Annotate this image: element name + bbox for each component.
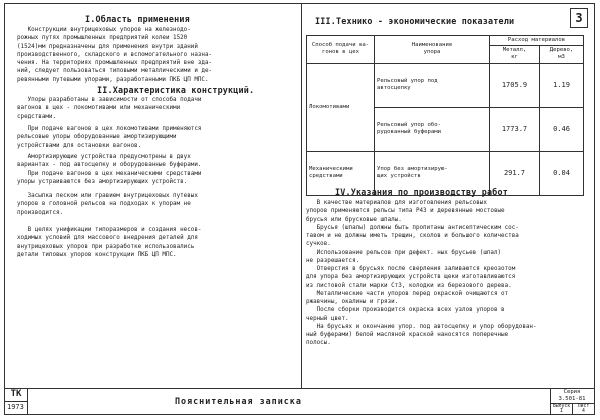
text-line: Амортизирующие устройства предусмотрены в двух	[17, 154, 191, 160]
text-line: На брусьях и окончание упор. под автосцепку и упор оборудован-	[306, 323, 537, 330]
paragraph-unification	[17, 226, 201, 259]
section-2-body	[17, 96, 201, 121]
paragraph-locomotive	[17, 125, 201, 150]
row-metal: 1773.7	[490, 107, 540, 151]
header-materials: Расход материалов	[490, 36, 584, 46]
text-line: ржавчины, окалины и грязи.	[306, 299, 399, 305]
text-line: В качестве материалов для изготовления рельсовых	[306, 200, 487, 206]
section-1-body	[17, 26, 212, 84]
section-4-title: IV.Указания по производству работ	[335, 187, 508, 197]
section-4-body	[306, 199, 537, 348]
text-line: (1524)мм предназначены для применения внутри зданий	[17, 43, 198, 50]
column-divider	[301, 4, 302, 388]
text-line: полосы.	[306, 340, 331, 347]
page-number-box	[570, 8, 588, 28]
text-line: Упоры разработаны в зависимости от способа подачи	[17, 97, 202, 103]
section-3-title: III.Технико - экономические показатели	[315, 16, 515, 26]
text-line: При подаче вагонов в цех локомотивами применяются	[17, 126, 202, 132]
header-name: Наименование упора	[375, 36, 490, 64]
text-line: средствами.	[17, 113, 57, 120]
issue-cell	[551, 404, 572, 414]
text-line: для упора без амортизирующих устройств щеки изготавливаются	[306, 274, 516, 281]
row-name: Упор без амортизирую- щих устройств	[375, 151, 490, 195]
tk-underline	[5, 401, 27, 402]
table-row	[307, 63, 584, 107]
text-line: сучков.	[306, 241, 331, 248]
paragraph-sand	[17, 192, 198, 217]
row-metal: 291.7	[490, 151, 540, 195]
row-name: Рельсовый упор под автосцепку	[375, 63, 490, 107]
text-line: упоров в головной рельсов на подходах к упорам не	[17, 201, 191, 208]
series-label: Серия	[563, 389, 581, 395]
method-locomotive: Локомотивами	[307, 63, 375, 151]
text-line: из листовой стали марки СтЗ, колодки из березового дерева.	[306, 282, 512, 289]
text-line: устройствами для остановки вагонов.	[17, 142, 142, 149]
header-metal: Металл, кг	[490, 46, 540, 63]
sheet-label: Лист	[577, 404, 590, 409]
text-line: вагонов в цех - локомотивами или механическими	[17, 105, 181, 112]
row-wood: 0.46	[540, 107, 584, 151]
document-title: Пояснительная записка	[175, 396, 302, 406]
row-wood: 0.04	[540, 151, 584, 195]
text-line: ний, следует пользоваться типовыми металлическими и де-	[17, 68, 213, 75]
text-line: брусья или брусковые шпалы.	[306, 216, 402, 223]
header-wood: Дерево, м3	[540, 46, 584, 63]
issue-value: I	[560, 409, 563, 414]
text-line: В целях унификации типоразмеров и создания несов-	[17, 227, 202, 233]
series-block	[551, 389, 593, 402]
text-line: ревянными путевыми упорами, разработанными ПКБ ЦП МПС.	[17, 76, 209, 83]
method-mechanical: Механическими средствами	[307, 151, 375, 195]
title-block-top-rule	[5, 388, 594, 389]
text-line: упоры устраиваются без амортизирующих устройств.	[17, 178, 188, 185]
row-name: Рельсовый упор обо- рудованный буферами	[375, 107, 490, 151]
text-line: ный буферами) белой масляной краской наносятся поперечные	[306, 332, 509, 338]
text-line: Брусья (шпалы) должны быть пропитаны антисептическим сос-	[306, 224, 519, 231]
text-line: Отверстия в брусьях после сверления заливаются креозотом	[306, 266, 516, 272]
table-header-row	[307, 36, 584, 46]
drawing-sheet	[4, 3, 595, 415]
series-value: 3.501-81	[558, 395, 586, 402]
text-line: не разрешается.	[306, 257, 360, 264]
text-line: рожных путях промышленных предприятий колеи 1520	[17, 35, 188, 42]
text-line: При подаче вагонов в цех механическими средствами	[17, 170, 202, 177]
text-line: внутрицеховых упоров при разработке использовались	[17, 243, 195, 250]
text-line: Использование рельсов при дефект. ных брусьев (шпал)	[306, 249, 502, 256]
text-line: Конструкции внутрицеховых упоров на железнодо-	[17, 27, 191, 33]
text-line: детали типовых упоров конструкции ПКБ ЦП МПС.	[17, 251, 177, 258]
technical-economic-table	[306, 35, 584, 196]
text-line: чения. На территориях промышленных предприятий вне зда-	[17, 60, 213, 66]
text-line: Металлические части упоров перед окраской очищаются от	[306, 290, 509, 297]
page-number: 3	[575, 11, 583, 25]
text-line: производится.	[17, 209, 64, 216]
section-2-title: II.Характеристика конструкций.	[97, 85, 255, 95]
text-line: вариантах - под автосцепку и оборудованные буферами.	[17, 162, 202, 169]
text-line: черный цвет.	[306, 315, 349, 322]
text-line: производственного, складского и вспомогательного назна-	[17, 51, 213, 58]
header-method: Способ подачи ва- гонов в цех	[307, 36, 375, 64]
text-line: ходимых условий для массового внедрения деталей для	[17, 235, 198, 242]
text-line: тавом и не должны иметь трещин, сколов и большого количества	[306, 233, 519, 239]
year: 1973	[7, 403, 24, 411]
title-block-divider-left	[27, 388, 28, 414]
row-wood: 1.19	[540, 63, 584, 107]
text-line: упоров применяются рельсы типа Р43 и деревянные мостовые	[306, 208, 505, 215]
sheet-cell	[573, 404, 594, 414]
paragraph-amortization	[17, 153, 201, 186]
text-line: рельсовые упоры оборудованные амортизирующими	[17, 134, 177, 141]
tk-label: ТК	[10, 389, 22, 399]
issue-label: Выпуск	[552, 404, 571, 409]
sheet-value: 4	[582, 409, 585, 414]
section-1-title: I.Область применения	[85, 14, 190, 24]
row-metal: 1705.9	[490, 63, 540, 107]
text-line: Засыпка песком или гравием внутрицеховых путевых	[17, 193, 198, 199]
text-line: После сборки производится окраска всех узлов упоров в	[306, 307, 505, 314]
